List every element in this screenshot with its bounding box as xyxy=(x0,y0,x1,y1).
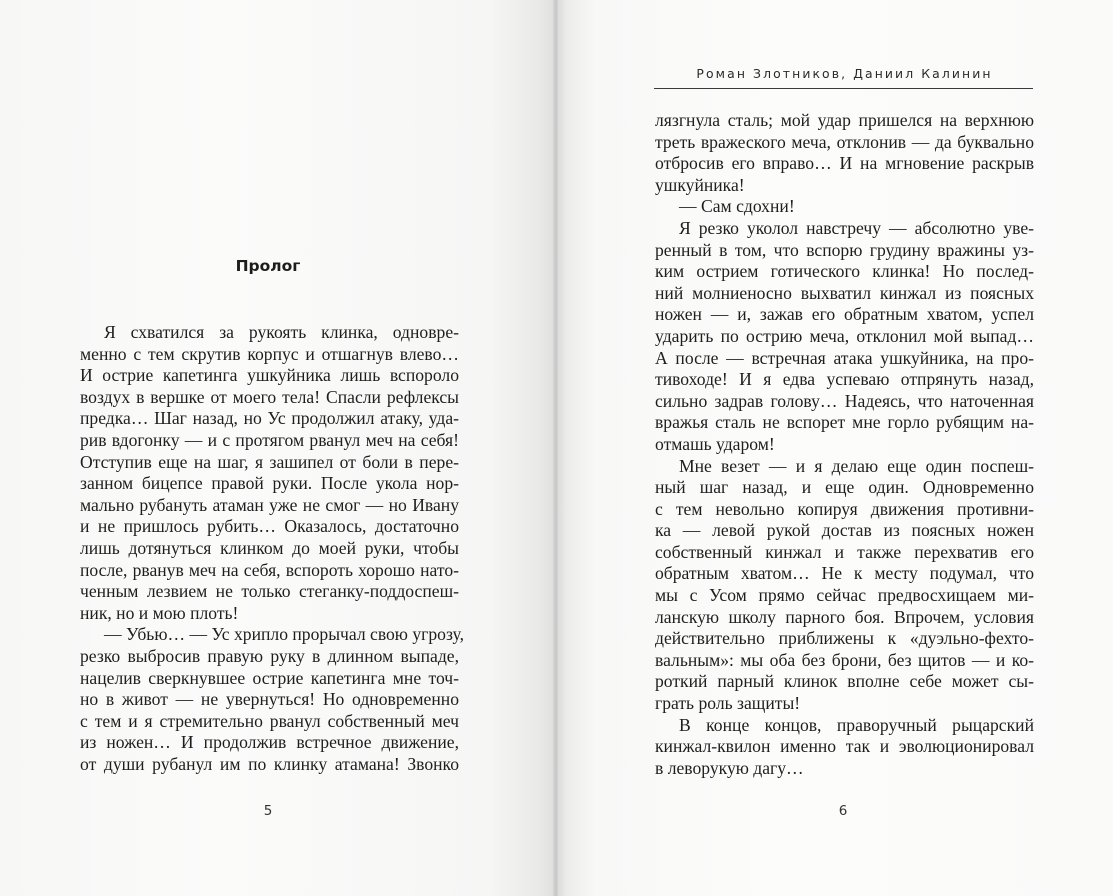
text-line: ний молниеносно выхватил кинжал из поясных xyxy=(655,282,1034,303)
page-number-right: 6 xyxy=(838,803,848,819)
page-number-left: 5 xyxy=(263,803,273,819)
text-line: — Сам сдохни! xyxy=(679,196,795,217)
text-line: после, рванув меч на себя, вспороть хорошо нато- xyxy=(80,559,459,580)
text-line: занном бицепсе правой руки. После укола нор- xyxy=(80,473,459,494)
text-line: собственный кинжал и также перехватив его xyxy=(655,541,1034,562)
text-line: предка… Шаг назад, но Ус продолжил атаку, уда- xyxy=(80,408,459,429)
text-line: грать роль защиты! xyxy=(655,693,801,714)
left-page xyxy=(0,0,556,896)
running-head: Роман Злотников, Даниил Калинин xyxy=(696,66,993,81)
text-line: мы с Усом прямо сейчас предвосхищаем ми- xyxy=(655,585,1034,606)
text-line: от души рубанул им по клинку атамана! Звонко xyxy=(80,753,459,774)
text-line: ударить по острию меча, отклонил мой выпад… xyxy=(655,325,1034,346)
text-line: ножен — и, зажав его обратным хватом, успел xyxy=(655,304,1034,325)
running-head-rule xyxy=(654,88,1033,89)
text-line: резко выбросив правую руку в длинном выпаде, xyxy=(80,645,459,666)
text-line: вражья сталь не вспорет мне горло рубящим на- xyxy=(655,412,1034,433)
right-body-text xyxy=(655,110,1034,779)
text-line: с тем невольно копируя движения противни- xyxy=(655,498,1034,519)
text-line: лишь дотянуться клинком до моей руки, чтобы xyxy=(80,537,459,558)
text-line: кинжал-квилон именно так и эволюционировал xyxy=(655,736,1034,757)
text-line: действительно приближены к «дуэльно-фехто- xyxy=(655,628,1034,649)
text-line: — Убью… — Ус хрипло прорычал свою угрозу, xyxy=(104,624,464,645)
text-line: Я резко уколол навстречу — абсолютно уве- xyxy=(679,217,1034,238)
text-line: ушкуйника! xyxy=(655,174,745,195)
text-line: В конце концов, праворучный рыцарский xyxy=(679,714,1034,735)
text-line: Я схватился за рукоять клинка, одновре- xyxy=(104,322,459,342)
left-body-text xyxy=(80,322,464,775)
text-line: из ножен… И продолжив встречное движение, xyxy=(80,732,459,753)
book-gutter xyxy=(553,0,558,896)
text-line: мально рубануть атаман уже не смог — но Ивану xyxy=(80,494,459,515)
text-line: вальным»: мы оба без брони, без щитов — и ко- xyxy=(655,649,1034,670)
text-line: ким острием готического клинка! Но послед- xyxy=(655,261,1034,282)
text-line: менно с тем скрутив корпус и отшагнув влево… xyxy=(80,343,459,364)
text-line: с тем и я стремительно рванул собственный меч xyxy=(80,710,459,731)
text-line: отмашь ударом! xyxy=(655,433,775,454)
text-line: Отступив еще на шаг, я зашипел от боли в пере- xyxy=(80,451,459,472)
text-line: ченным лезвием не только стеганку-поддоспеш- xyxy=(80,581,459,602)
text-line: отбросив его вправо… И на мгновение раскрыв xyxy=(655,153,1034,174)
text-line: нацелив сверкнувшее острие капетинга мне точ- xyxy=(80,667,459,688)
text-line: роткий парный клинок вполне себе может сы- xyxy=(655,671,1034,692)
text-line: обратным хватом… Не к месту подумал, что xyxy=(655,563,1034,584)
text-line: в леворукую дагу… xyxy=(655,757,804,778)
text-line: тивоходе! И я едва успеваю отпрянуть назад, xyxy=(655,369,1034,390)
text-line: и не пришлось рубить… Оказалось, достаточно xyxy=(80,516,459,537)
text-line: но в живот — не увернуться! Но одновременно xyxy=(80,689,459,710)
text-line: Мне везет — и я делаю еще один поспеш- xyxy=(679,455,1034,476)
text-line: И острие капетинга ушкуйника лишь вспороло xyxy=(80,365,459,386)
text-line: ланскую школу парного боя. Впрочем, условия xyxy=(655,606,1034,627)
text-line: ник, но и мою плоть! xyxy=(80,602,239,623)
text-line: ка — левой рукой достав из поясных ножен xyxy=(655,520,1034,541)
chapter-title: Пролог xyxy=(235,257,301,275)
text-line: лязгнула сталь; мой удар пришелся на верхнюю xyxy=(655,110,1034,130)
text-line: ный шаг назад, и еще один. Одновременно xyxy=(655,477,1034,498)
text-line: сильно задрав голову… Надеясь, что наточенная xyxy=(655,390,1034,411)
text-line: рив вдогонку — и с протягом рванул меч на себя! xyxy=(80,429,459,450)
text-line: А после — встречная атака ушкуйника, на про- xyxy=(655,347,1034,368)
text-line: треть вражеского меча, отклонив — да буквально xyxy=(655,131,1034,152)
text-line: ренный в том, что вспорю грудину вражины уз- xyxy=(655,239,1034,260)
text-line: воздух в вершке от моего тела! Спасли рефлексы xyxy=(80,386,459,407)
